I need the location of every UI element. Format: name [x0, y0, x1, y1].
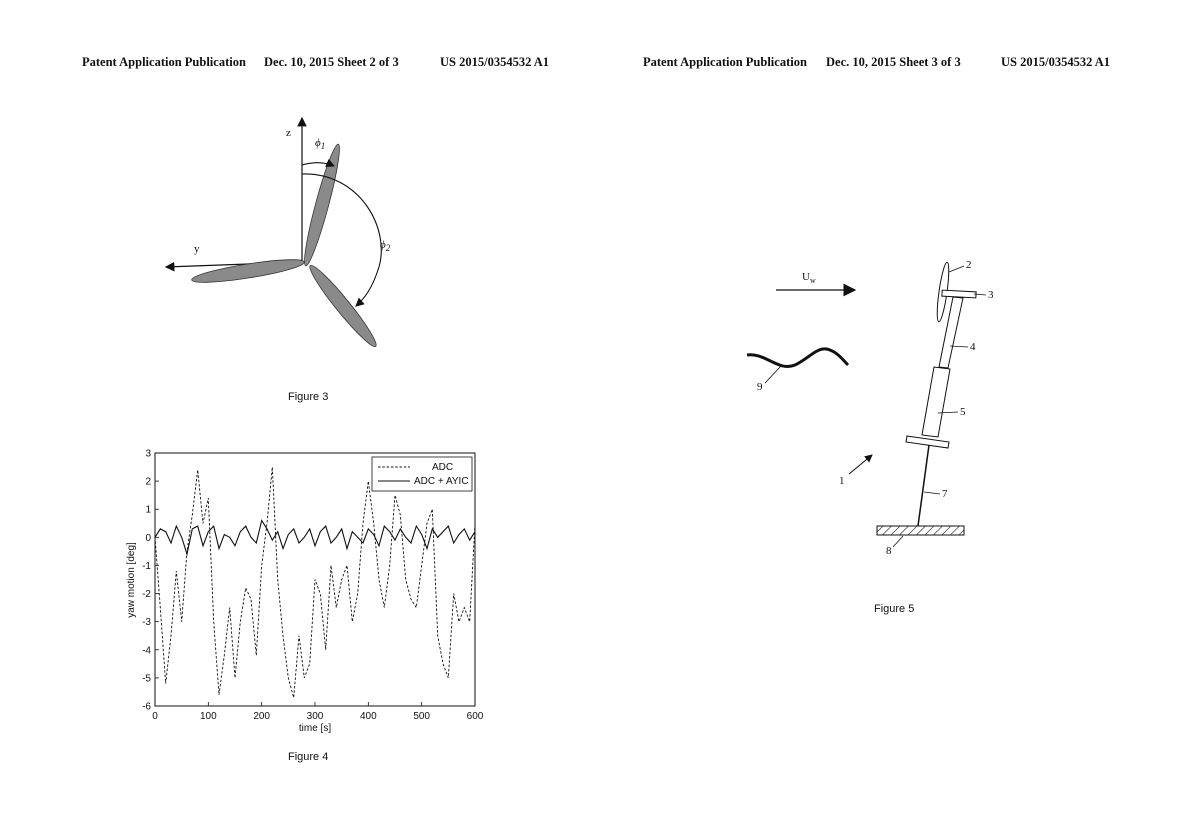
left-header-date-sheet: Dec. 10, 2015 Sheet 2 of 3: [264, 55, 399, 69]
ref-label-4: 4: [970, 341, 976, 353]
ref-label-3: 3: [988, 289, 994, 301]
x-tick-label: 300: [306, 711, 324, 722]
leader-9: [765, 366, 781, 383]
y-tick-label: -4: [142, 645, 151, 657]
chart-y-axis-label: yaw motion [deg]: [126, 542, 137, 618]
left-header-publication: Patent Application Publication: [82, 55, 246, 69]
x-tick-label: 0: [152, 711, 158, 722]
y-tick-label: -1: [142, 560, 151, 572]
y-tick-label: -6: [142, 701, 151, 713]
legend-adc-ayic-label: ADC + AYIC: [414, 476, 469, 487]
leader-7: [924, 492, 940, 494]
right-header-number: US 2015/0354532 A1: [1001, 55, 1111, 69]
z-axis-label: z: [286, 127, 291, 139]
ref-label-7: 7: [942, 488, 948, 500]
y-tick-label: 1: [145, 504, 151, 516]
figure3-caption: Figure 3: [288, 391, 329, 403]
y-tick-label: 2: [145, 476, 151, 488]
y-tick-label: 3: [145, 448, 151, 460]
leader-8: [893, 536, 903, 547]
x-tick-label: 100: [199, 711, 217, 722]
legend-adc-label: ADC: [432, 462, 454, 473]
seabed-anchor: [877, 526, 964, 535]
figure5-caption: Figure 5: [874, 603, 915, 615]
angle-phi1-label: $\phi_1$: [315, 137, 326, 151]
turbine-heave-plate: [906, 436, 949, 448]
x-tick-label: 400: [359, 711, 377, 722]
leader-2: [949, 266, 964, 272]
chart-x-axis-label: time [s]: [298, 723, 332, 734]
y-tick-label: -5: [142, 673, 151, 685]
angle-phi2-label: $\phi_2$: [380, 239, 391, 253]
ref-label-9: 9: [757, 381, 763, 393]
right-header-publication: Patent Application Publication: [643, 55, 807, 69]
x-tick-label: 200: [253, 711, 271, 722]
ref-label-5: 5: [960, 406, 966, 418]
x-tick-label: 600: [466, 711, 484, 722]
y-tick-label: 0: [145, 532, 151, 544]
figure4-caption: Figure 4: [288, 751, 329, 763]
ref-label-2: 2: [966, 259, 972, 271]
wave-curve: [747, 349, 848, 367]
ref-label-8: 8: [886, 545, 892, 557]
left-header-number: US 2015/0354532 A1: [440, 55, 550, 69]
leader-1: [849, 455, 872, 474]
x-tick-label: 500: [413, 711, 431, 722]
wind-speed-label: $U_w$: [802, 271, 816, 285]
turbine-floater: [922, 367, 950, 437]
ref-label-1: 1: [839, 475, 845, 487]
right-header-date-sheet: Dec. 10, 2015 Sheet 3 of 3: [826, 55, 961, 69]
y-tick-label: -2: [142, 589, 151, 601]
y-tick-label: -3: [142, 617, 151, 629]
turbine-nacelle: [942, 290, 976, 298]
mooring-line: [918, 445, 929, 526]
y-axis-label: y: [194, 243, 200, 255]
